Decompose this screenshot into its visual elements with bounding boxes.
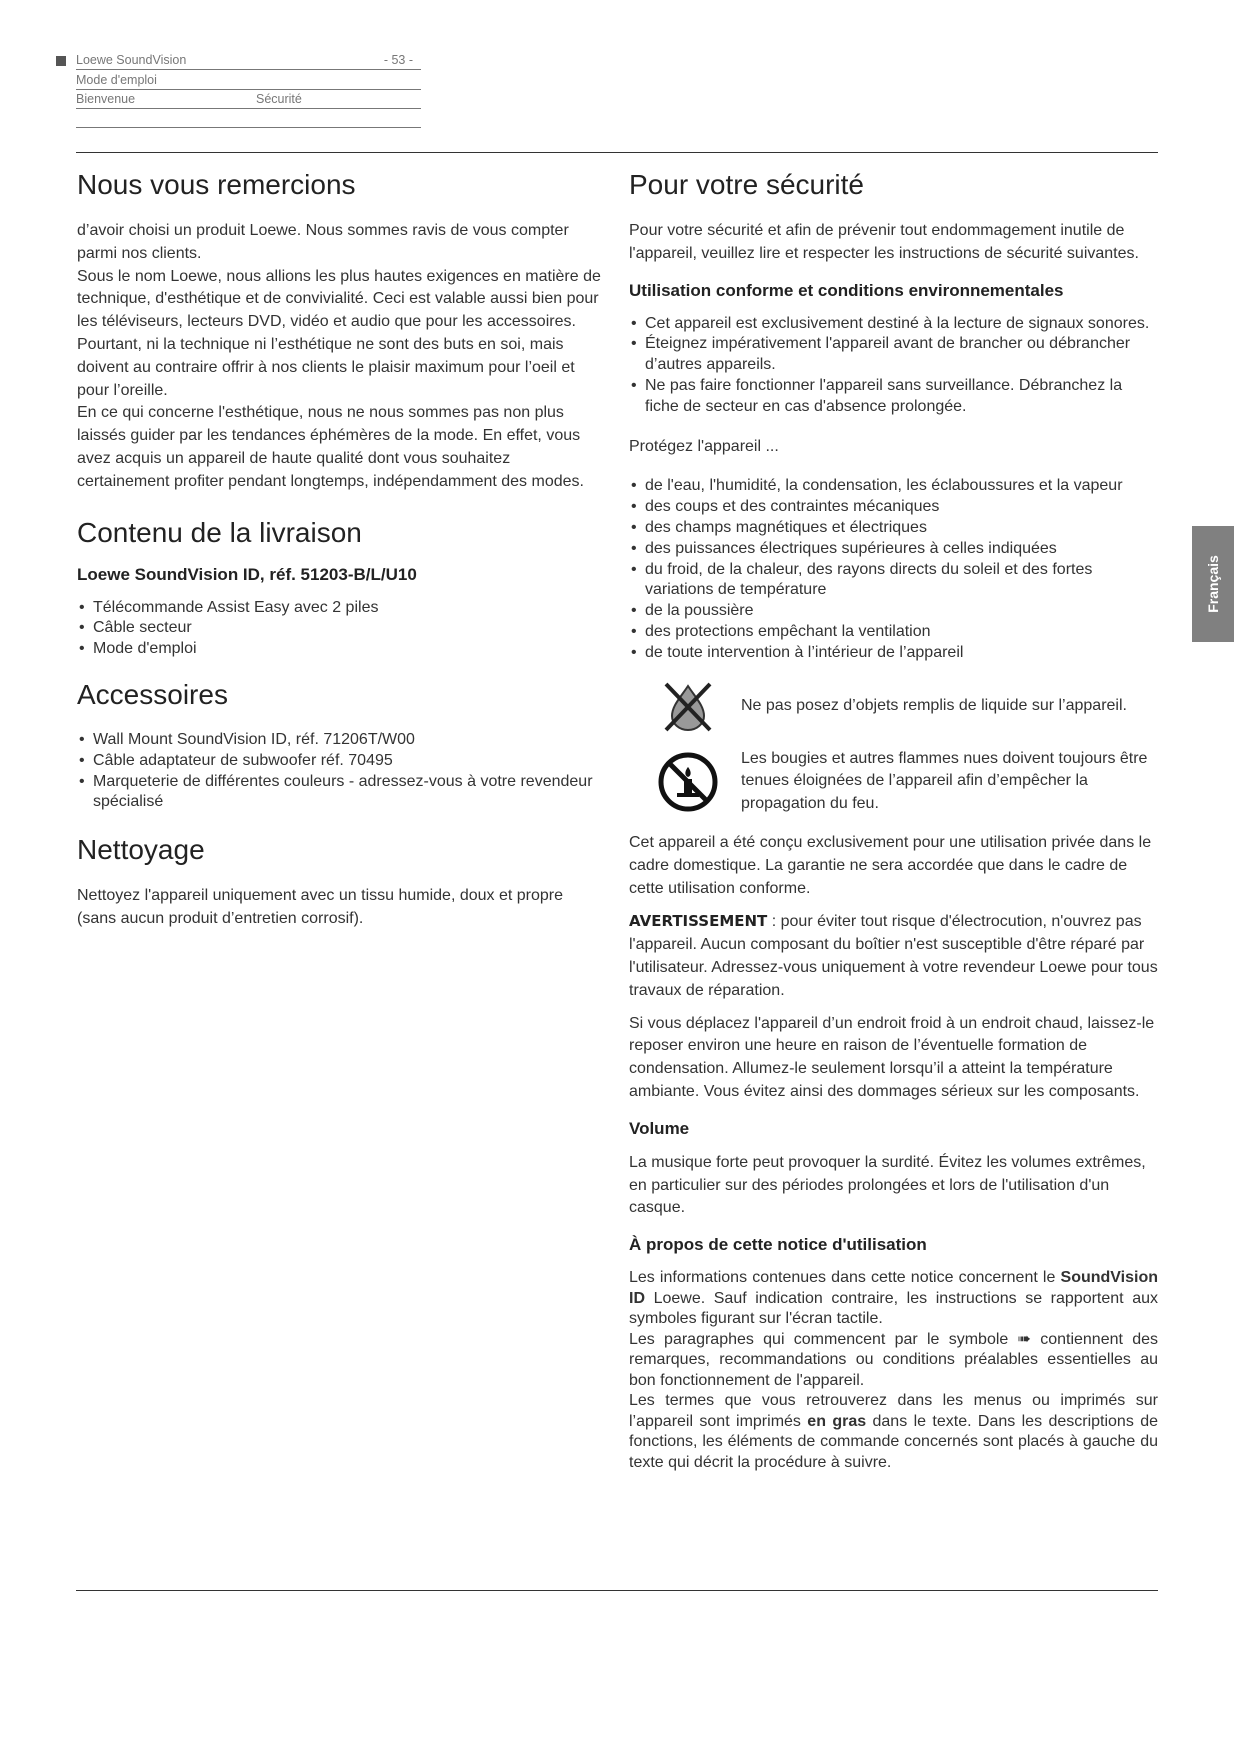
safety-title: Pour votre sécurité xyxy=(629,169,864,200)
header-row-doctype xyxy=(76,72,421,90)
private-use-text-a: Cet appareil a été conçu exclusivement pour une utilisation privée dans le cadre domestique. La garantie ne sera accordée que dans le cadre de cette utilisation conforme. xyxy=(629,833,1152,897)
warning-liquid xyxy=(629,680,1158,734)
volume-subtitle: Volume xyxy=(629,1118,690,1138)
delivery-title: Contenu de la livraison xyxy=(77,516,362,548)
warning-text: : pour éviter tout risque d'électrocution, n'ouvrez pas l'appareil. Aucun composant du boîtier n'est susceptible d'être réparé par l'utilisateur. Adressez-vous uniquement à votre revendeur Loewe pour tous travaux de réparation. xyxy=(629,913,1158,999)
top-rule xyxy=(76,152,1158,153)
list-item: • des coups et des contraintes mécaniques xyxy=(629,497,1158,518)
header-product: Loewe SoundVision xyxy=(76,53,187,67)
warning-flame-text: Les bougies et autres flammes nues doivent toujours être tenues éloignées de l’appareil afin d’empêcher la propagation du feu. xyxy=(741,749,1148,813)
about-p1-pre: Les informations contenues dans cette notice concernent le xyxy=(629,1269,1061,1287)
list-item: • Câble adaptateur de subwoofer réf. 70495 xyxy=(77,751,604,772)
breadcrumb-securite: Sécurité xyxy=(256,92,302,106)
thanks-title: Nous vous remercions xyxy=(77,169,356,200)
usage-subtitle: Utilisation conforme et conditions environnementales xyxy=(629,280,1064,300)
about-p3-post: dans le texte. Dans les descriptions de fonctions, les éléments de commande concernés sont placés à gauche du texte qui décrit la procédure à suivre. xyxy=(629,1412,1158,1471)
no-open-flame-icon xyxy=(649,751,727,813)
thanks-paragraph: En ce qui concerne l'esthétique, nous ne nous sommes pas non plus laissés guider par les tendances éphémères de la mode. En effet, vous avez acquis un appareil de haute qualité dont vous souhaitez certainement profiter pendant longtemps, indépendamment des modes. xyxy=(77,404,584,490)
cleaning-text: Nettoyez l'appareil uniquement avec un tissu humide, doux et propre (sans aucun produit d’entretien corrosif). xyxy=(77,887,564,927)
list-item: • Mode d'emploi xyxy=(77,639,604,660)
header-marker xyxy=(56,56,66,66)
moving-text: Si vous déplacez l'appareil d’un endroit froid à un endroit chaud, laissez-le reposer environ une heure en raison de l’éventuelle formation de condensation. Allumez-le seulement lorsqu’il a atteint la température ambiante. Vous évitez ainsi des dommages sérieux sur les composants. xyxy=(629,1014,1155,1100)
list-item: • Wall Mount SoundVision ID, réf. 71206T/W00 xyxy=(77,730,604,751)
about-paragraph-2: Les paragraphes qui commencent par le symbole ➠ contiennent des remarques, recommandations ou conditions préalables essentielles au bon fonctionnement de l'appareil. xyxy=(629,1330,1158,1389)
header-page-number: - 53 - xyxy=(383,53,413,67)
language-tab xyxy=(1192,526,1234,642)
language-tab-label: Français xyxy=(1205,555,1221,613)
list-item: • du froid, de la chaleur, des rayons directs du soleil et des fortes variations de température xyxy=(629,560,1158,602)
about-subtitle: À propos de cette notice d'utilisation xyxy=(629,1235,927,1255)
about-p3-pre: Les termes que vous retrouverez dans les menus ou imprimés sur l’appareil sont imprimés xyxy=(629,1392,1158,1430)
no-liquid-icon xyxy=(649,680,727,734)
delivery-subtitle: Loewe SoundVision ID, réf. 51203-B/L/U10 xyxy=(77,564,417,584)
thanks-paragraph: d’avoir choisi un produit Loewe. Nous sommes ravis de vous compter parmi nos clients. xyxy=(77,222,569,262)
thanks-paragraph: Pourtant, ni la technique ni l’esthétique ne sont des buts en soi, mais doivent au contraire offrir à nos clients le plaisir maximum pour l’oeil et pour l’oreille. xyxy=(77,335,575,399)
volume-line-1: La musique forte peut provoquer la surdité. Évitez les volumes extrêmes, xyxy=(629,1153,1146,1171)
list-item: • de l'eau, l'humidité, la condensation, les éclaboussures et la vapeur xyxy=(629,476,1158,497)
volume-line-2: en particulier sur des périodes prolongées et lors de l'utilisation d'un casque. xyxy=(629,1176,1110,1217)
header-row-product xyxy=(76,52,421,70)
header-row-breadcrumb xyxy=(76,91,421,109)
header-doc-type: Mode d'emploi xyxy=(76,73,157,87)
about-paragraph-3 xyxy=(629,1391,1158,1473)
list-item: • des protections empêchant la ventilation xyxy=(629,622,1158,643)
bottom-rule xyxy=(76,1590,1158,1591)
private-use-text xyxy=(629,832,1158,900)
list-item: • de la poussière xyxy=(629,601,1158,622)
list-item: • des champs magnétiques et électriques xyxy=(629,518,1158,539)
list-item: • Cet appareil est exclusivement destiné à la lecture de signaux sonores. xyxy=(629,314,1158,335)
warning-liquid-text: Ne pas posez d’objets remplis de liquide sur l’appareil. xyxy=(741,697,1127,715)
safety-intro: Pour votre sécurité et afin de prévenir tout endommagement inutile de l'appareil, veuillez lire et respecter les instructions de sécurité suivantes. xyxy=(629,222,1139,262)
cleaning-title: Nettoyage xyxy=(77,834,205,866)
right-column xyxy=(629,168,1158,1473)
delivery-list xyxy=(77,598,604,660)
about-p1-bold: SoundVision ID xyxy=(629,1269,1158,1307)
list-item: • de toute intervention à l’intérieur de l’appareil xyxy=(629,643,1158,664)
about-paragraph-1 xyxy=(629,1268,1158,1330)
list-item: • Câble secteur xyxy=(77,618,604,639)
accessories-list xyxy=(77,730,604,813)
breadcrumb-bienvenue: Bienvenue xyxy=(76,92,136,106)
list-item: • Marqueterie de différentes couleurs - adressez-vous à votre revendeur spécialisé xyxy=(77,772,604,814)
left-column xyxy=(77,168,604,931)
list-item: • Ne pas faire fonctionner l'appareil sans surveillance. Débranchez la fiche de secteur en cas d'absence prolongée. xyxy=(629,376,1158,418)
accessories-title: Accessoires xyxy=(77,678,228,710)
warning-flame xyxy=(629,748,1158,816)
protect-label: Protégez l'appareil ... xyxy=(629,437,779,455)
list-item: • des puissances électriques supérieures à celles indiquées xyxy=(629,539,1158,560)
header-divider xyxy=(76,127,421,128)
list-item: • Éteignez impérativement l'appareil avant de brancher ou débrancher d’autres appareils. xyxy=(629,334,1158,376)
warning-label: AVERTISSEMENT xyxy=(629,912,768,931)
thanks-paragraph: Sous le nom Loewe, nous allions les plus hautes exigences en matière de technique, d'esthétique et de convivialité. Ceci est valable aussi bien pour les téléviseurs, lecteurs DVD, vidéo et audio que pour les accessoires. xyxy=(77,267,601,331)
warning-paragraph xyxy=(629,910,1158,1002)
about-p1-post: Loewe. Sauf indication contraire, les instructions se rapportent aux symboles figurant sur l'écran tactile. xyxy=(629,1289,1158,1328)
list-item: • Télécommande Assist Easy avec 2 piles xyxy=(77,598,604,619)
about-p3-bold: en gras xyxy=(807,1412,867,1430)
usage-list xyxy=(629,314,1158,418)
protect-list xyxy=(629,476,1158,663)
